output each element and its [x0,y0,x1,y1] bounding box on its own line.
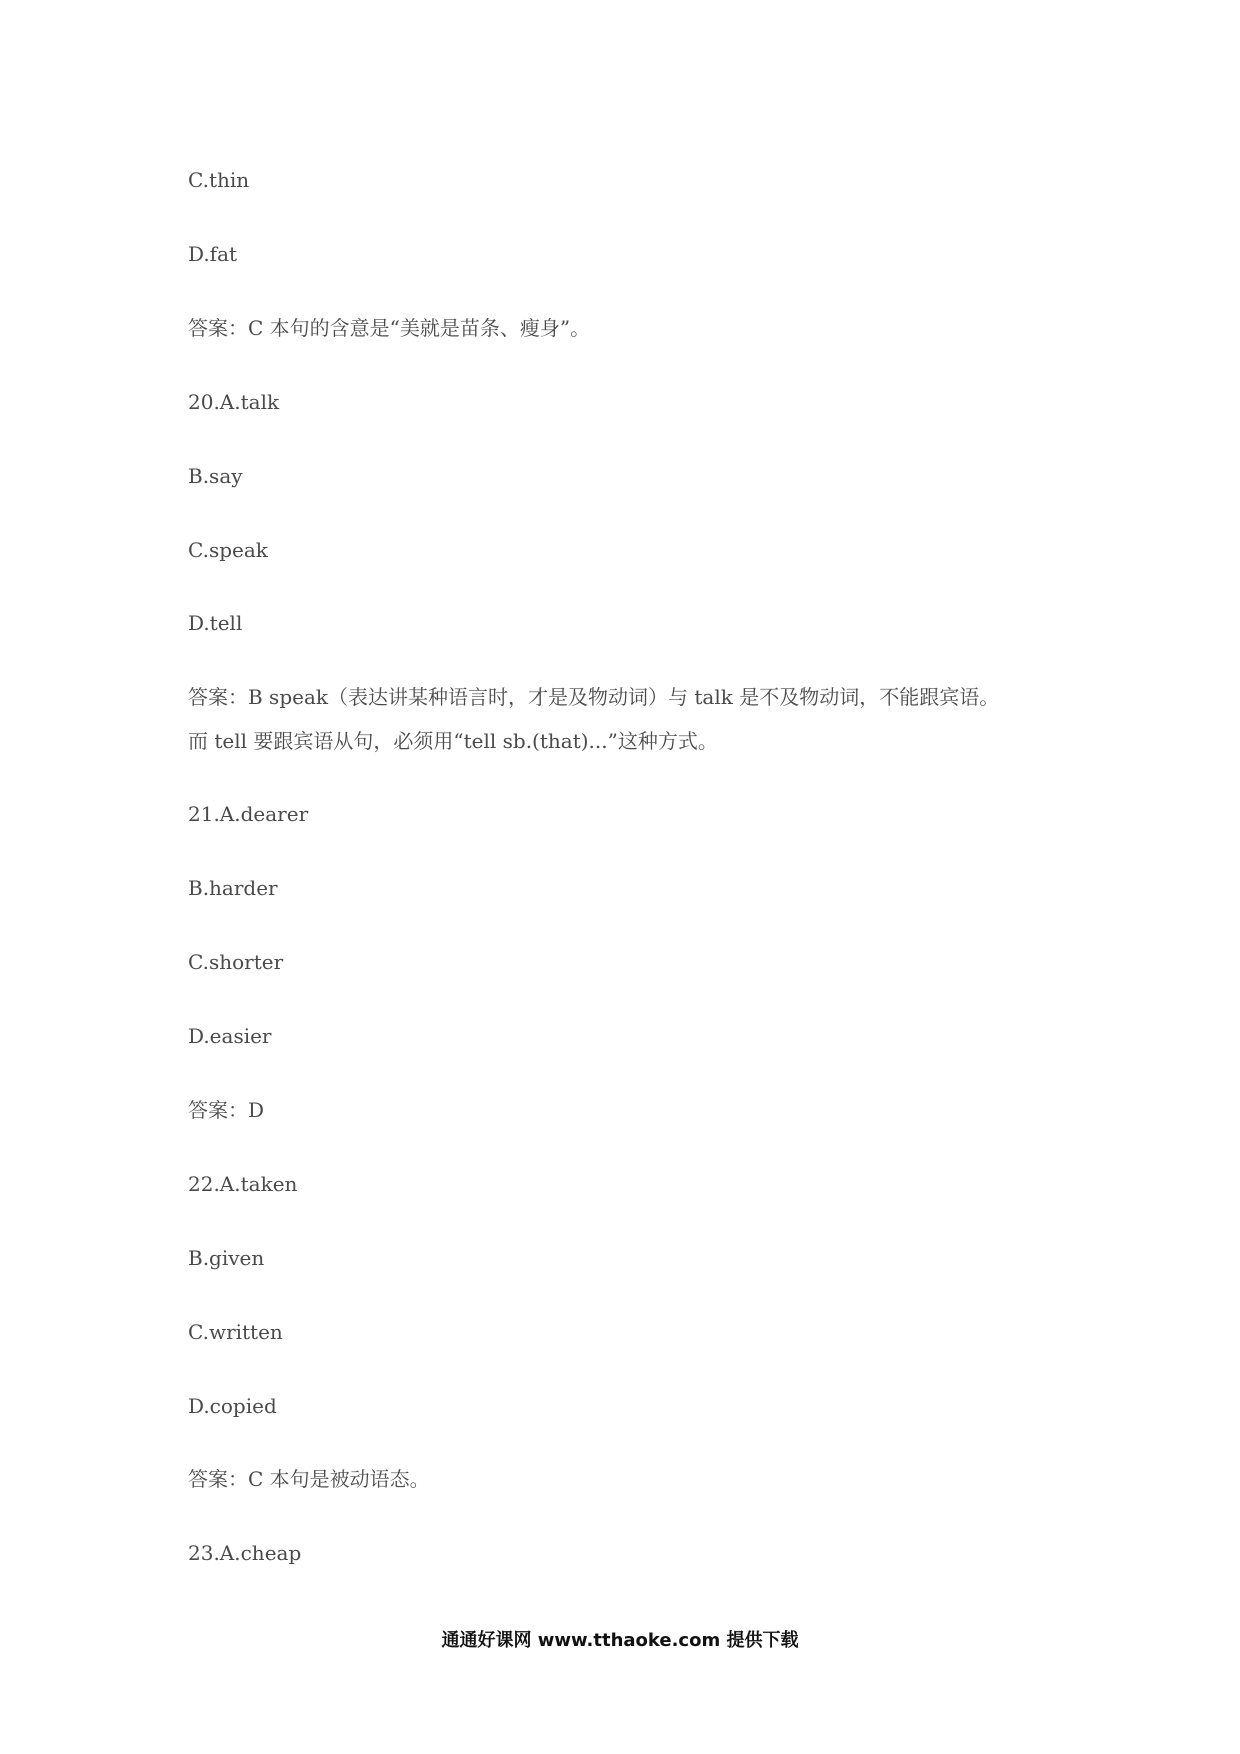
option-c-thin: C.thin [188,168,250,192]
page-footer: 通通好课网 www.tthaoke.com 提供下载 [441,1630,799,1651]
question-20-option-a: 20.A.talk [188,390,280,414]
option-d-easier: D.easier [188,1024,272,1048]
answer-20-line-2: 而 tell 要跟宾语从句，必须用“tell sb.(that)...”这种方式。 [188,729,718,753]
option-c-written: C.written [188,1320,283,1344]
option-c-speak: C.speak [188,538,268,562]
question-21-option-a: 21.A.dearer [188,802,309,826]
answer-20-line-1: 答案：B speak（表达讲某种语言时，才是及物动词）与 talk 是不及物动词，不能跟宾语。 [188,685,1000,709]
question-22-option-a: 22.A.taken [188,1172,298,1196]
option-c-shorter: C.shorter [188,950,284,974]
answer-19: 答案：C 本句的含意是“美就是苗条、瘦身”。 [188,316,591,340]
option-d-tell: D.tell [188,611,243,635]
option-d-copied: D.copied [188,1394,277,1418]
question-23-option-a: 23.A.cheap [188,1541,302,1565]
option-b-given: B.given [188,1246,265,1270]
option-b-harder: B.harder [188,876,278,900]
option-d-fat: D.fat [188,242,238,266]
answer-21: 答案：D [188,1098,265,1122]
option-b-say: B.say [188,464,243,488]
answer-22: 答案：C 本句是被动语态。 [188,1467,430,1491]
